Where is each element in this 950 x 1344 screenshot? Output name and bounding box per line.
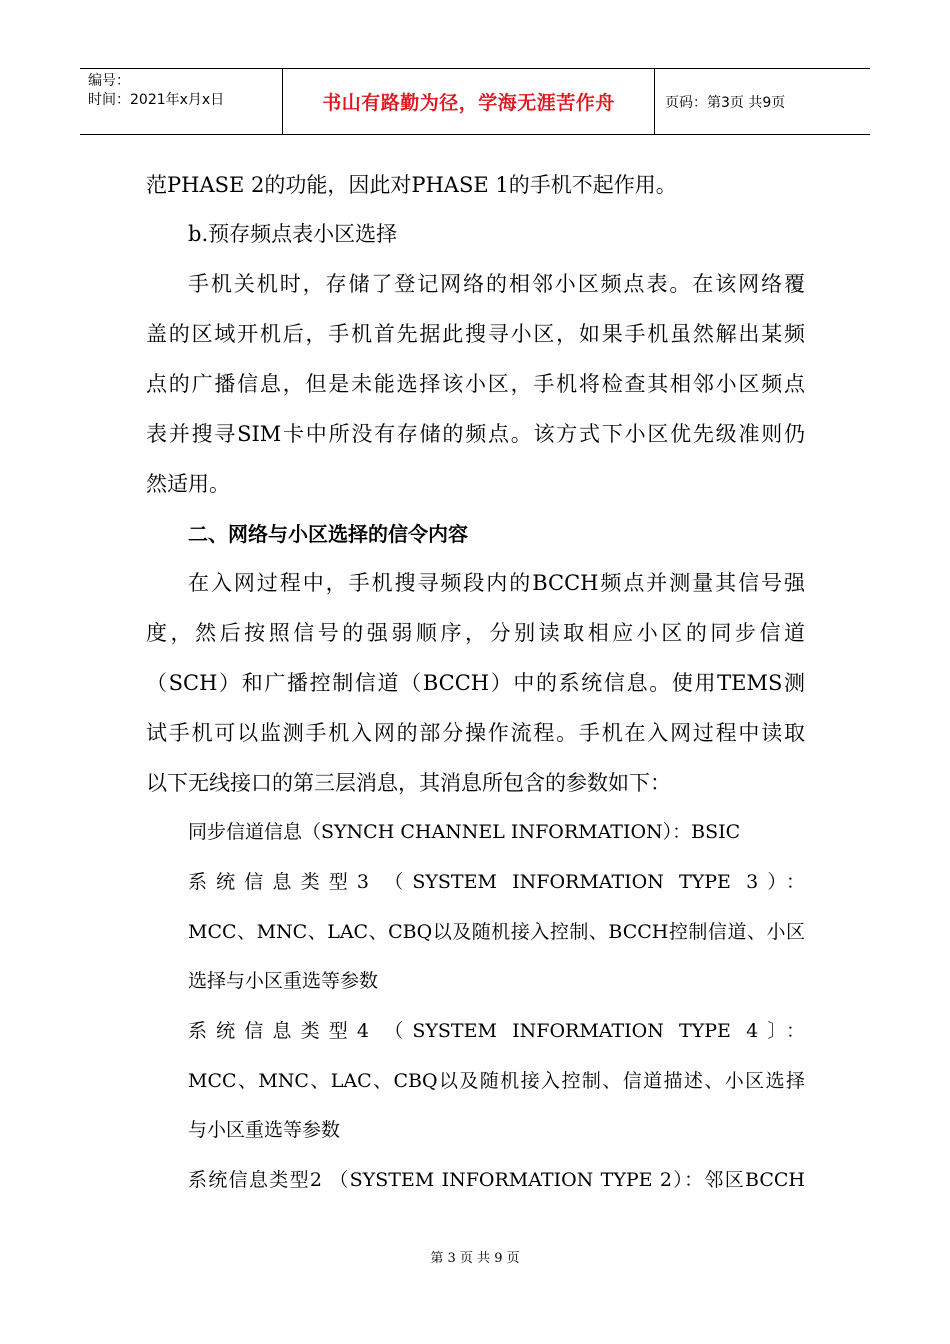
- document-number-label: 编号：: [88, 73, 130, 89]
- body-line-11: （SCH）和广播控制信道（BCCH）中的系统信息。使用TEMS测: [146, 671, 805, 695]
- message-si3-params: MCC、MNC、LAC、CBQ以及随机接入控制、BCCH控制信道、小区: [188, 921, 805, 943]
- message-sch-info: 同步信道信息（SYNCH CHANNEL INFORMATION）：BSIC: [188, 821, 741, 843]
- subsection-heading-b: b.预存频点表小区选择: [188, 222, 398, 246]
- header-meta: [80, 69, 282, 134]
- body-line-5: 点的广播信息，但是未能选择该小区，手机将检查其相邻小区频点: [146, 372, 805, 396]
- body-line-9: 在入网过程中，手机搜寻频段内的BCCH频点并测量其信号强: [188, 571, 805, 595]
- header-motto: 书山有路勤为径，学海无涯苦作舟: [282, 69, 655, 134]
- message-si2-title: 系统信息类型2 （SYSTEM INFORMATION TYPE 2）：邻区BCCH: [188, 1169, 805, 1191]
- body-line-4: 盖的区域开机后，手机首先据此搜寻小区，如果手机虽然解出某频: [146, 322, 805, 346]
- body-line-10: 度，然后按照信号的强弱顺序，分别读取相应小区的同步信道: [146, 621, 805, 645]
- message-si4-params: MCC、MNC、LAC、CBQ以及随机接入控制、信道描述、小区选择: [188, 1070, 805, 1092]
- document-date-label: 时间：2021年x月x日: [88, 92, 225, 108]
- body-line-13: 以下无线接口的第三层消息，其消息所包含的参数如下：: [146, 771, 671, 795]
- message-si3-params-cont: 选择与小区重选等参数: [188, 970, 379, 992]
- body-line-6: 表并搜寻SIM卡中所没有存储的频点。该方式下小区优先级准则仍: [146, 422, 805, 446]
- header-page-info: 页码：第3页 共9页: [665, 94, 786, 111]
- body-line-1: 范PHASE 2的功能，因此对PHASE 1的手机不起作用。: [146, 173, 677, 197]
- body-line-12: 试手机可以监测手机入网的部分操作流程。手机在入网过程中读取: [146, 721, 805, 745]
- page-footer: 第 3 页 共 9 页: [430, 1251, 520, 1266]
- message-si4-title: 系统信息类型4 （SYSTEM INFORMATION TYPE 4〕：: [188, 1020, 805, 1042]
- message-si3-title: 系统信息类型3 （SYSTEM INFORMATION TYPE 3）：: [188, 871, 805, 893]
- body-line-3: 手机关机时，存储了登记网络的相邻小区频点表。在该网络覆: [188, 272, 805, 296]
- message-si4-params-cont: 与小区重选等参数: [188, 1119, 341, 1141]
- body-line-7: 然适用。: [146, 472, 230, 496]
- section-heading-2: 二、网络与小区选择的信令内容: [188, 522, 468, 546]
- page-header: [80, 68, 870, 135]
